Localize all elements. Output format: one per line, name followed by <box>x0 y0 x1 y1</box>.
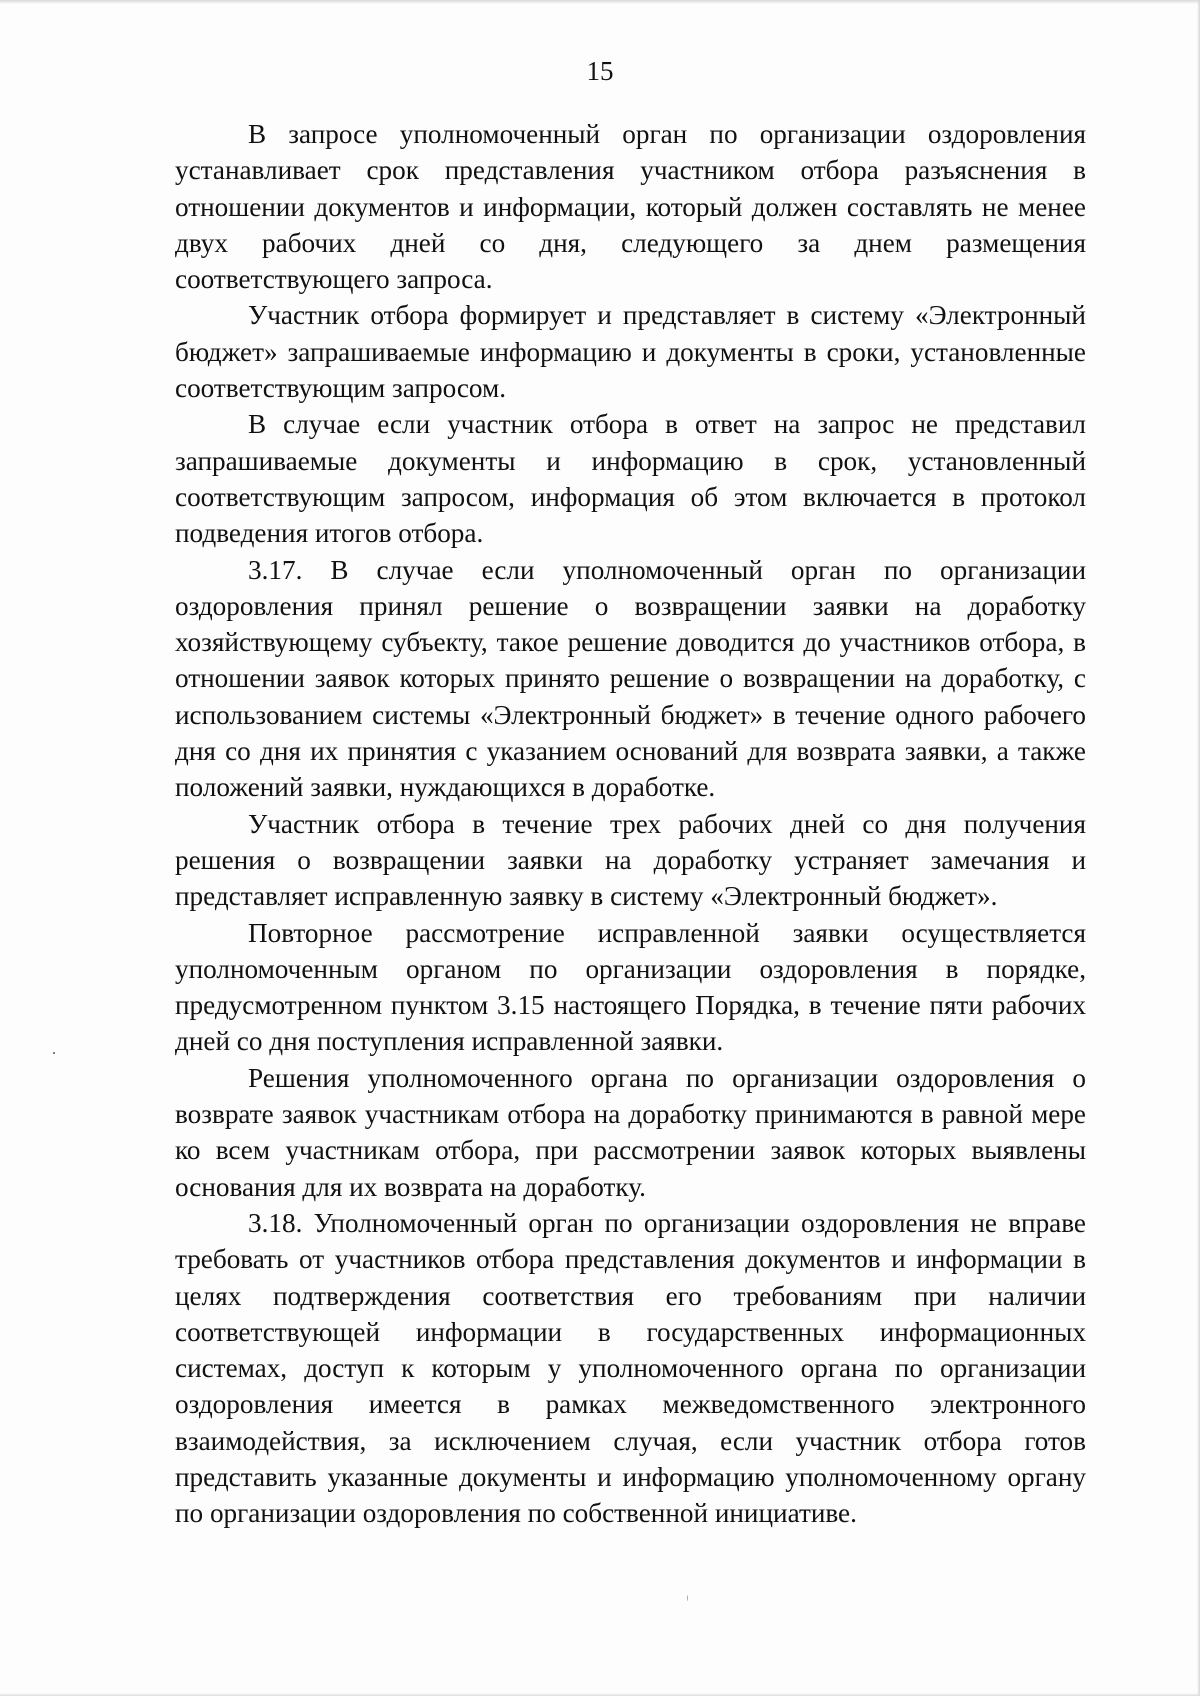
scan-speck <box>53 1052 55 1054</box>
paragraph: В запросе уполномоченный орган по организации оздоровления устанавливает срок представления участником отбора разъяснения в отношении документов и информации, который должен составлять не менее двух рабочих дней со дня, следующего за днем размещения соответствующего запроса. <box>175 119 1086 295</box>
page-number: 15 <box>586 56 614 86</box>
document-body <box>175 116 1086 1532</box>
paragraph: В случае если участник отбора в ответ на запрос не представил запрашиваемые документы и информацию в срок, установленный соответствующим запросом, информация об этом включается в протокол подведения итогов отбора. <box>175 409 1086 549</box>
scan-edge-top <box>0 0 1200 4</box>
paragraph: Участник отбора формирует и представляет в систему «Электронный бюджет» запрашиваемые информацию и документы в сроки, установленные соответствующим запросом. <box>175 300 1086 404</box>
paragraph: Повторное рассмотрение исправленной заявки осуществляется уполномоченным органом по организации оздоровления в порядке, предусмотренном пунктом 3.15 настоящего Порядка, в течение пяти рабочих дней со дня поступления исправленной заявки. <box>175 917 1086 1057</box>
paragraph: Участник отбора в течение трех рабочих дней со дня получения решения о возвращении заявки на доработку устраняет замечания и представляет исправленную заявку в систему «Электронный бюджет». <box>175 808 1086 912</box>
paragraph: 3.17. В случае если уполномоченный орган по организации оздоровления принял решение о возвращении заявки на доработку хозяйствующему субъекту, такое решение доводится до участников отбора, в отношении заявок которых принято решение о возвращении на доработку, с использованием системы «Электронный бюджет» в течение одного рабочего дня со дня их принятия с указанием оснований для возврата заявки, а также положений заявки, нуждающихся в доработке. <box>175 554 1086 803</box>
paragraph: 3.18. Уполномоченный орган по организации оздоровления не вправе требовать от участников отбора представления документов и информации в целях подтверждения соответствия его требованиям при наличии соответствующей информации в государственных информационных системах, доступ к которым у уполномоченного органа по организации оздоровления имеется в рамках межведомственного электронного взаимодействия, за исключением случая, если участник отбора готов представить указанные документы и информацию уполномоченному органу по организации оздоровления по собственной инициативе. <box>175 1207 1086 1529</box>
scan-speck <box>687 1595 688 1601</box>
paragraph: Решения уполномоченного органа по организации оздоровления о возврате заявок участникам отбора на доработку принимаются в равной мере ко всем участникам отбора, при рассмотрении заявок которых выявлены основания для их возврата на доработку. <box>175 1062 1086 1202</box>
